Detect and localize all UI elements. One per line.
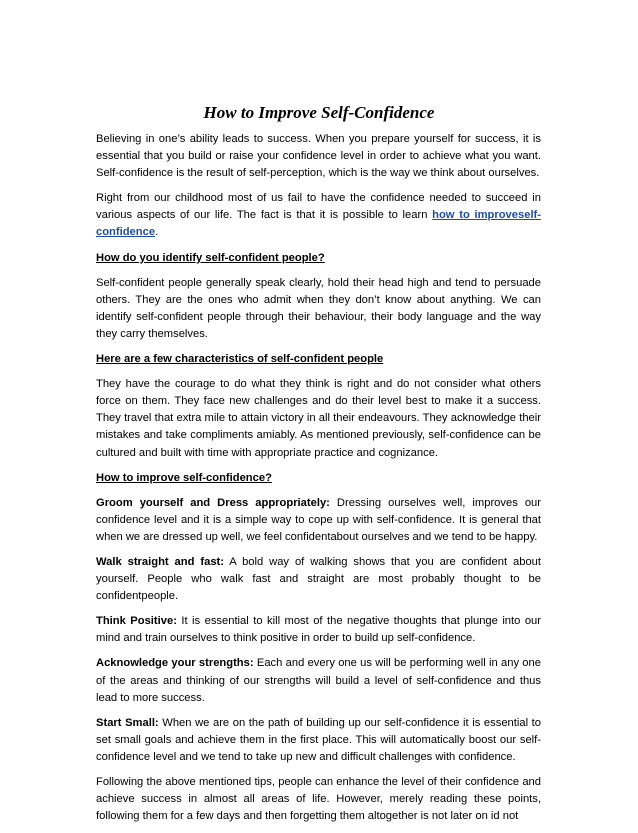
tip-strengths <box>96 655 541 706</box>
heading-identify: How do you identify self-confident people? <box>96 251 325 264</box>
document-body <box>96 131 541 833</box>
tip-groom <box>96 495 541 546</box>
paragraph-characteristics: They have the courage to do what they think is right and do not consider what others force on them. They face new challenges and do their level best to make it a success. They travel that extra mile to attain victory in all their endeavours. They acknowledge their mistakes and take compliments amiably. As mentioned previously, self-confidence can be cultured and built with time with appropriate practice and cognizance. <box>96 378 541 459</box>
paragraph-conclusion: Following the above mentioned tips, people can enhance the level of their confidence and achieve success in almost all areas of life. However, merely reading these points, following them for a few days and then forgetting them altogether is not later on id not <box>96 776 541 823</box>
tip-think-positive-text: It is essential to kill most of the negative thoughts that plunge into our mind and train ourselves to think positive in order to build up self-confidence. <box>96 615 541 645</box>
paragraph-childhood-end: . <box>155 226 159 239</box>
tip-groom-text: Dressing ourselves well, improves our confidence level and it is a simple way to cope up with self-confidence. It is general that when we are dressed up well, we feel confidentabout ourselves and we tend to be happy. <box>96 496 542 543</box>
tip-start-small-label: Start Small: <box>96 716 159 729</box>
improve-confidence-link[interactable]: how to improveself-confidence <box>96 209 541 239</box>
tip-walk-label: Walk straight and fast: <box>96 555 224 568</box>
paragraph-intro: Believing in one’s ability leads to success. When you prepare yourself for success, it is essential that you build or raise your confidence level in order to achieve what you want. Self-confidence is the result of self-perception, which is the way we think about ourselves. <box>96 133 541 180</box>
document-title: How to Improve Self-Confidence <box>203 103 435 122</box>
tip-start-small <box>96 715 541 766</box>
heading-improve: How to improve self-confidence? <box>96 471 272 484</box>
tip-start-small-text: When we are on the path of building up our self-confidence it is essential to set small goals and achieve them in the first place. This will automatically boost our self-confidence level and we tend to take up new and difficult challenges with confidence. <box>96 716 542 763</box>
tip-groom-label: Groom yourself and Dress appropriately: <box>96 496 330 509</box>
paragraph-childhood <box>96 190 541 241</box>
paragraph-identify: Self-confident people generally speak clearly, hold their head high and tend to persuade others. They are the ones who admit when they don’t know about anything. We can identify self-confident people through their behaviour, their body language and the way they carry themselves. <box>96 276 541 340</box>
tip-walk <box>96 554 541 605</box>
tip-think-positive-label: Think Positive: <box>96 615 177 628</box>
tip-strengths-text: Each and every one us will be performing well in any one of the areas and thinking of our strengths will build a level of self-confidence and thus lead to more success. <box>96 657 541 704</box>
tip-walk-text: A bold way of walking shows that you are confident about yourself. People who walk fast and straight are most probably thought to be confidentpeople. <box>96 555 541 603</box>
tip-think-positive <box>96 613 541 647</box>
paragraph-childhood-text: Right from our childhood most of us fail to have the confidence needed to succeed in various aspects of our life. The fact is that it is possible to learn <box>96 192 541 222</box>
heading-characteristics: Here are a few characteristics of self-confident people <box>96 353 384 366</box>
tip-strengths-label: Acknowledge your strengths: <box>96 657 254 670</box>
